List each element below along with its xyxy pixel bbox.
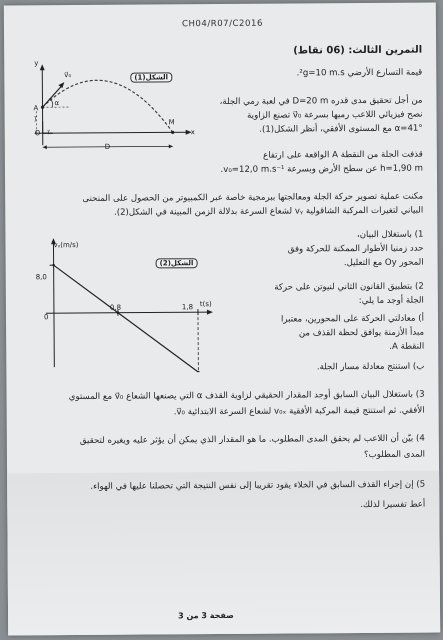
intro-line: من أجل تحقيق مدى قدره D=20 m في لعبة رمي الجلة،	[219, 95, 423, 108]
exercise-title: التمرين الثالث: (06 نقاط)	[293, 44, 423, 57]
vy-series-line	[54, 264, 199, 373]
chart-origin: 0	[43, 313, 49, 322]
q2-line: الجلة أوجد ما يلي:	[358, 295, 424, 307]
q5-line: أعط تفسيرا لذلك.	[360, 499, 426, 511]
header-code: CH04/R07/C2016	[181, 18, 263, 30]
chart-y-axis	[53, 241, 54, 367]
exam-page	[4, 2, 440, 635]
fig1-v0-label: v⃗₀	[64, 71, 72, 80]
q1-line: المحور Oy مع التعليل.	[343, 257, 424, 269]
para2-line: مكنت عملية تصوير حركة الجلة ومعالجتها ببرمجية خاصة عبر الكمبيوتر من الحصول على المنحنى	[82, 191, 424, 204]
q3-line: 3) باستغلال البيان السابق أوجد المقدار الحقيقي لزاوية القذف α التي يصنعها الشعاع v⃗₀ مع المستوي	[68, 389, 425, 403]
fig1-unit-j: j⃗	[34, 115, 37, 123]
q1-line: 1) باستغلال البيان،	[356, 229, 424, 241]
vy-data-point	[52, 264, 55, 267]
chart-t1-tick: 0,8	[109, 303, 122, 312]
q4-line: 4) بيّن أن اللاعب لم يحقق المدى المطلوب. ما هو المقدار الذي يمكن أن يؤثر عليه ويغيره لتحقيق	[79, 433, 425, 446]
chart-y-label: vᵧ(m/s)	[53, 240, 79, 250]
chart-x-label: t(s)	[199, 300, 212, 309]
fig1-label: الشكل(1)	[130, 72, 172, 82]
page-footer: صفحة 3 من 3	[178, 610, 234, 621]
fig1-unit-i: i⃗	[47, 129, 50, 137]
q2-line: مبدأ الأزمنة يوافق لحظة القذف من	[298, 327, 425, 339]
intro-line: h=1,90 m عن سطح الأرض وبسرعة ¹⁻v₀=12,0 m.s.	[220, 163, 423, 176]
fig1-point-a: A	[33, 104, 39, 113]
fig1-point-m: M	[168, 118, 175, 127]
intro-line: قذفت الجلة من النقطة A الواقعة على ارتفاع	[263, 149, 423, 161]
chart-y-tick: 8,0	[35, 273, 47, 282]
para2-line: البياني لتغيرات المركبة الشاقولية vᵧ لشعاع السرعة بدلالة الزمن المبينة في الشكل(2).	[113, 205, 424, 218]
fig1-axis-x: x	[190, 128, 195, 137]
q2-line: 2) بتطبيق القانون الثاني لنيوتن على حركة	[274, 281, 424, 293]
q1-line: حدد زمنيا الأطوار الممكنة للحركة وفق	[287, 243, 424, 255]
chart-t2-tick: 1,8	[181, 303, 194, 312]
q4-line: المدى المطلوب؟	[364, 449, 425, 461]
fig1-axis-y: y	[34, 59, 39, 68]
intro-line: α=41° مع المستوى الأفقي، أنظر الشكل(1).	[259, 123, 423, 135]
fig1-alpha-label: α	[54, 99, 60, 108]
fig2-label: الشكل(2)	[156, 258, 198, 268]
q2b-line: ب) استنتج معادلة مسار الجلة.	[316, 361, 425, 373]
intro-line: نصح فيزيائي اللاعب رميها بسرعة v⃗₀ تصنع الزاوية	[247, 109, 423, 121]
fig1-origin: O	[34, 129, 41, 138]
intro-line: قيمة التسارع الأرضي ²‎g=10 m.s.	[296, 67, 423, 79]
q2-line: النقطة A.	[389, 341, 425, 352]
q5-line: 5) إن إجراء القذف السابق في الخلاء يقود تقريبا إلى نفس النتيجة التي تحصلنا عليها في الهواء.	[90, 479, 426, 492]
q2-line: أ) معادلتي الحركة على المحورين، معتبرا	[280, 313, 425, 325]
q3-line: الأفقي. ثم استنتج قيمة المركبة الأفقية v₀ₓ لشعاع السرعة الابتدائية v⃗₀.	[173, 405, 425, 418]
fig1-d-label: D	[104, 142, 111, 151]
